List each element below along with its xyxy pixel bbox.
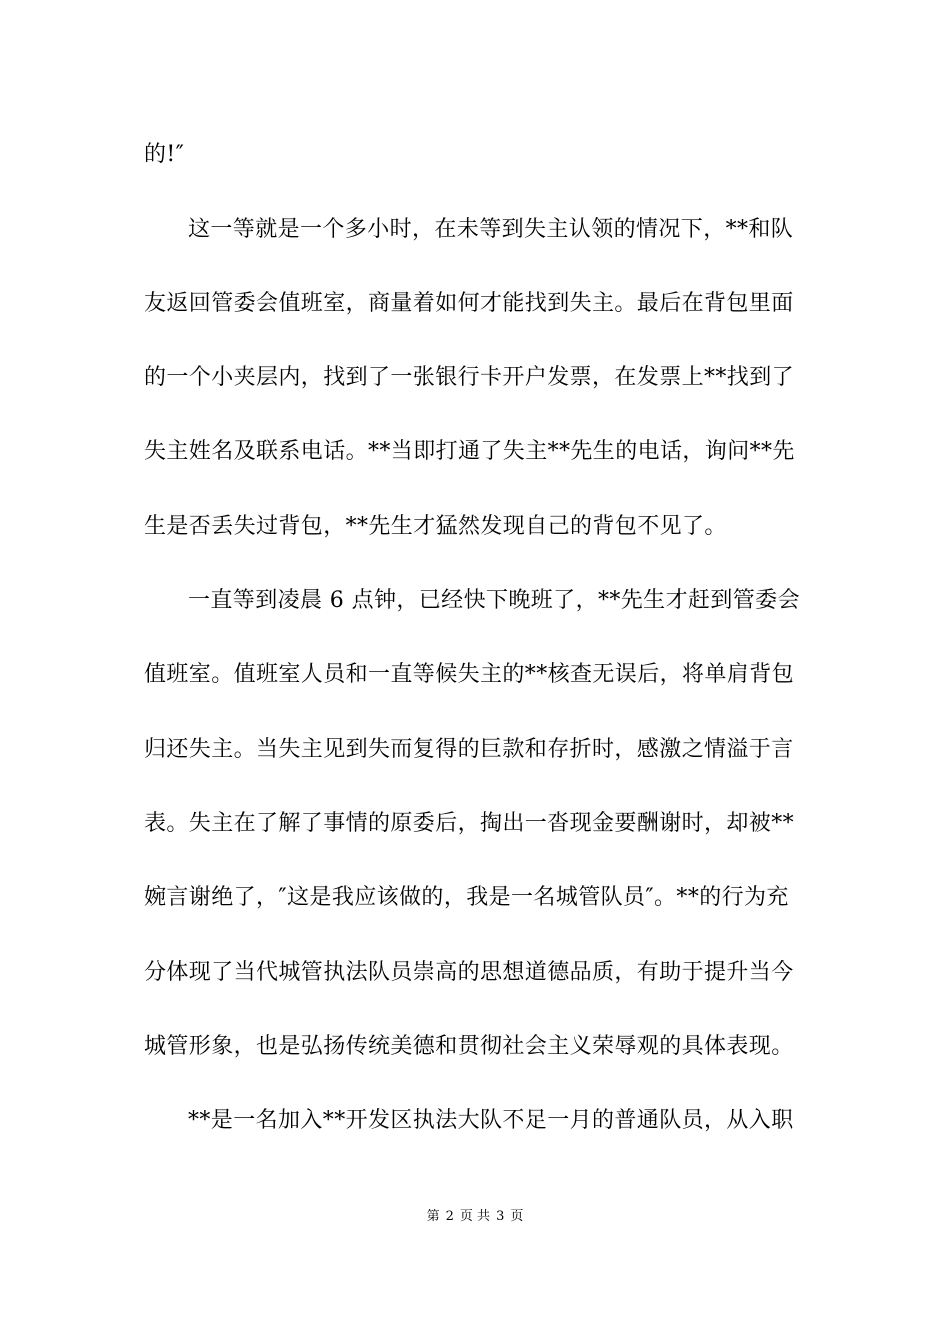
paragraph-first-line: **是一名加入**开发区执法大队不足一月的普通队员，从入职 — [188, 1108, 794, 1133]
text-line: 生是否丢失过背包，**先生才猛然发现自己的背包不见了。 — [144, 514, 727, 539]
text-line: 的!″ — [144, 142, 185, 167]
text-line: 婉言谢绝了，″这是我应该做的，我是一名城管队员″。**的行为充 — [144, 885, 789, 910]
footer-suffix: 页 — [510, 1209, 524, 1224]
text-line: 城管形象，也是弘扬传统美德和贯彻社会主义荣辱观的具体表现。 — [144, 1034, 794, 1059]
text-line: 值班室。值班室人员和一直等候失主的**核查无误后，将单肩背包 — [144, 662, 795, 687]
paragraph-first-line: 这一等就是一个多小时，在未等到失主认领的情况下，**和队 — [188, 217, 794, 242]
text-line: 的一个小夹层内，找到了一张银行卡开户发票，在发票上**找到了 — [144, 365, 795, 390]
footer-prefix: 第 — [426, 1209, 440, 1224]
text-line: 友返回管委会值班室，商量着如何才能找到失主。最后在背包里面 — [144, 291, 794, 316]
text-line: 归还失主。当失主见到失而复得的巨款和存折时，感激之情溢于言 — [144, 737, 794, 762]
footer-middle: 页 共 — [459, 1209, 491, 1224]
page-footer — [0, 1208, 950, 1226]
footer-total-pages: 3 — [496, 1209, 505, 1224]
text-line: 分体现了当代城管执法队员崇高的思想道德品质，有助于提升当今 — [144, 960, 794, 985]
paragraph-first-line: 一直等到凌晨 6 点钟，已经快下晚班了，**先生才赶到管委会 — [188, 588, 800, 613]
footer-page-number: 2 — [445, 1209, 454, 1224]
text-line: 失主姓名及联系电话。**当即打通了失主**先生的电话，询问**先 — [144, 439, 795, 464]
text-line: 表。失主在了解了事情的原委后，掏出一沓现金要酬谢时，却被** — [144, 811, 795, 836]
